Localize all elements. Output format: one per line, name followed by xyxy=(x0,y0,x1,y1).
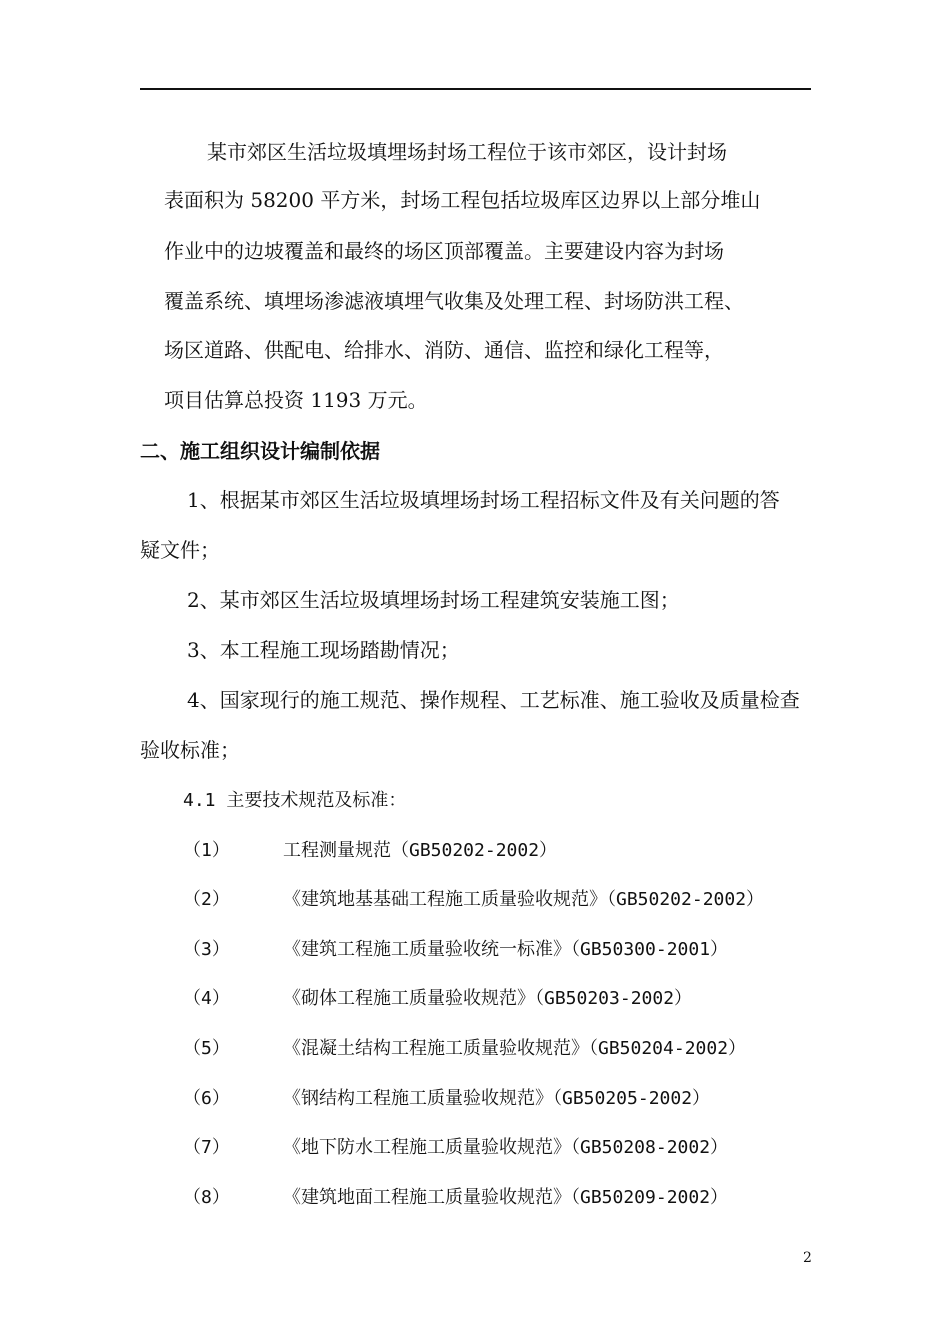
standard-item xyxy=(183,936,728,964)
standard-item xyxy=(183,837,557,865)
standard-num: （8） xyxy=(183,1187,230,1208)
standard-num: （3） xyxy=(183,939,230,960)
standard-num: （6） xyxy=(183,1088,230,1109)
intro-line-2: 表面积为 58200 平方米，封场工程包括垃圾库区边界以上部分堆山 xyxy=(164,188,761,212)
item-4-line-2: 验收标准； xyxy=(140,738,240,762)
standard-text: 《建筑地面工程施工质量验收规范》（GB50209-2002） xyxy=(283,1187,729,1208)
item-2: 2、某市郊区生活垃圾填埋场封场工程建筑安装施工图； xyxy=(187,588,680,612)
header-rule xyxy=(140,88,811,90)
standard-num: （2） xyxy=(183,889,230,910)
standard-text: 《地下防水工程施工质量验收规范》（GB50208-2002） xyxy=(283,1137,729,1158)
standard-text: 工程测量规范（GB50202-2002） xyxy=(283,840,558,861)
standard-num: （7） xyxy=(183,1137,230,1158)
standard-num: （5） xyxy=(183,1038,230,1059)
item-4-line-1: 4、国家现行的施工规范、操作规程、工艺标准、施工验收及质量检查 xyxy=(187,688,800,712)
standard-text: 《钢结构工程施工质量验收规范》（GB50205-2002） xyxy=(283,1088,711,1109)
intro-line-5: 场区道路、供配电、给排水、消防、通信、监控和绿化工程等， xyxy=(164,338,724,362)
standard-text: 《建筑地基基础工程施工质量验收规范》（GB50202-2002） xyxy=(283,889,765,910)
item-1-line-1: 1、根据某市郊区生活垃圾填埋场封场工程招标文件及有关问题的答 xyxy=(187,488,780,512)
standard-item xyxy=(183,1085,710,1113)
standard-text: 《砌体工程施工质量验收规范》（GB50203-2002） xyxy=(283,988,693,1009)
page-number: 2 xyxy=(803,1250,812,1266)
standard-text: 《混凝土结构工程施工质量验收规范》（GB50204-2002） xyxy=(283,1038,747,1059)
standard-item xyxy=(183,886,764,914)
standard-num: （1） xyxy=(183,840,230,861)
intro-line-1: 某市郊区生活垃圾填埋场封场工程位于该市郊区，设计封场 xyxy=(207,140,727,164)
standard-item xyxy=(183,985,692,1013)
item-3: 3、本工程施工现场踏勘情况； xyxy=(187,638,460,662)
item-1-line-2: 疑文件； xyxy=(140,538,220,562)
intro-line-6: 项目估算总投资 1193 万元。 xyxy=(164,388,428,412)
standard-item xyxy=(183,1184,728,1212)
standard-num: （4） xyxy=(183,988,230,1009)
standard-item xyxy=(183,1035,746,1063)
intro-line-3: 作业中的边坡覆盖和最终的场区顶部覆盖。主要建设内容为封场 xyxy=(164,239,724,263)
intro-line-4: 覆盖系统、填埋场渗滤液填埋气收集及处理工程、封场防洪工程、 xyxy=(164,289,744,313)
sub-heading: 4.1 主要技术规范及标准： xyxy=(183,790,407,811)
standard-item xyxy=(183,1134,728,1162)
section-heading: 二、施工组织设计编制依据 xyxy=(140,439,380,463)
standard-text: 《建筑工程施工质量验收统一标准》（GB50300-2001） xyxy=(283,939,729,960)
